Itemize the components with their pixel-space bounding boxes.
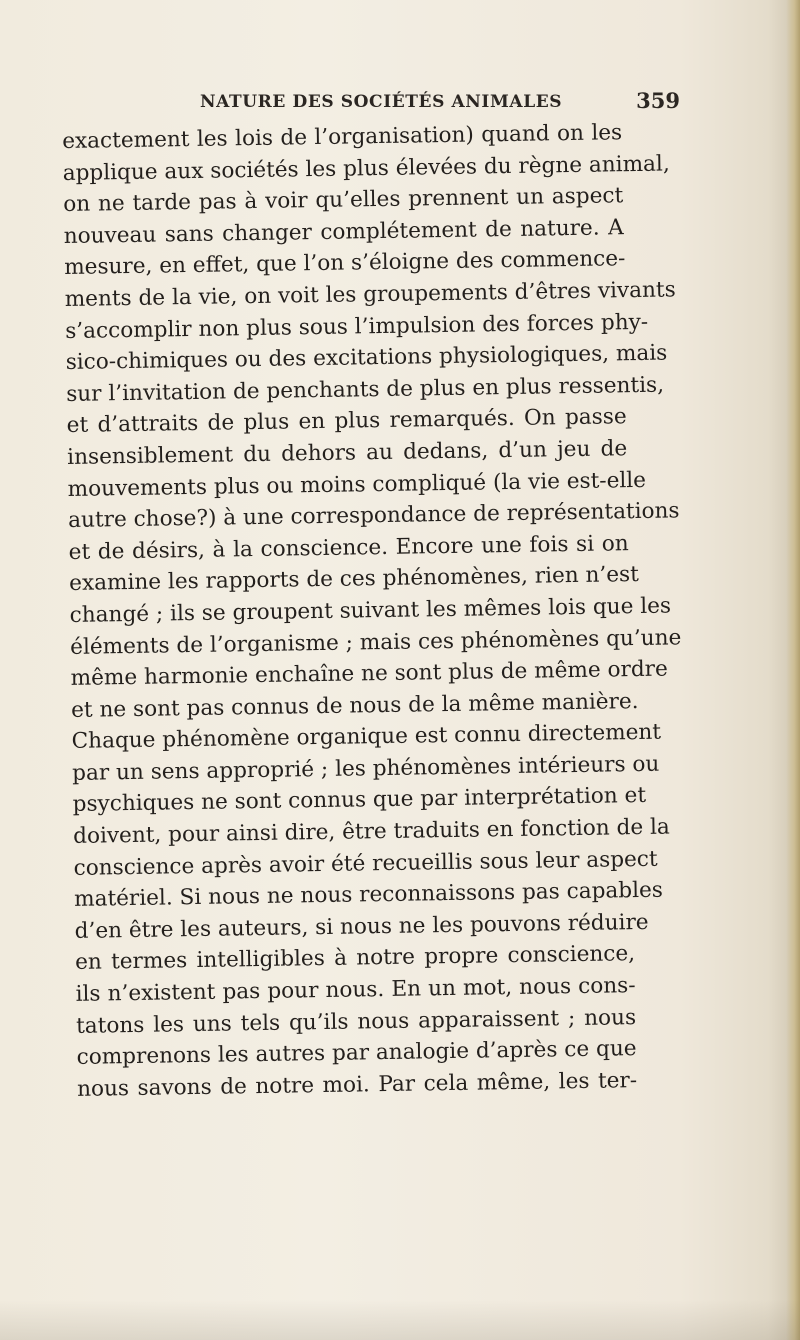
running-title: NATURE DES SOCIÉTÉS ANIMALES <box>200 92 563 112</box>
text-line: mesure, en effet, que l’on s’éloigne des commence- <box>64 246 626 281</box>
text-line: doivent, pour ainsi dire, être traduits en fonction de la <box>72 814 671 849</box>
text-line: mouvements plus ou moins compliqué (la vie est-elle <box>67 467 647 502</box>
text-line: ments de la vie, on voit les groupements d’êtres vivants <box>64 277 676 312</box>
text-line: psychiques ne sont connus que par interprétation et <box>72 783 647 818</box>
page-edge <box>786 0 800 1340</box>
text-line: comprenons les autres par analogie d’après ce que <box>76 1036 637 1071</box>
page-header <box>200 88 680 116</box>
text-line: nous savons de notre moi. Par cela même, les ter- <box>76 1067 638 1102</box>
text-line: par un sens approprié ; les phénomènes intérieurs ou <box>71 751 660 786</box>
text-line: en termes intelligibles à notre propre conscience, <box>74 941 636 976</box>
text-line: examine les rapports de ces phénomènes, rien n’est <box>68 562 640 597</box>
text-line: insensiblement du dehors au dedans, d’un jeu de <box>67 436 628 470</box>
text-line: même harmonie enchaîne ne sont plus de même ordre <box>70 656 668 692</box>
text-line: et de désirs, à la conscience. Encore une fois si on <box>68 530 629 565</box>
text-line: et ne sont pas connus de nous de la même manière. <box>70 688 639 723</box>
text-line: sico-chimiques ou des excitations physiologiques, mais <box>65 340 668 376</box>
text-line: d’en être les auteurs, si nous ne les pouvons réduire <box>74 909 649 944</box>
text-line: changé ; ils se groupent suivant les mêmes lois que les <box>69 593 672 628</box>
text-line: éléments de l’organisme ; mais ces phénomènes qu’une <box>69 624 682 660</box>
text-line: exactement les lois de l’organisation) quand on les <box>62 120 623 154</box>
text-line: nouveau sans changer complétement de nature. A <box>63 214 624 249</box>
text-line: Chaque phénomène organique est connu directement <box>71 719 662 755</box>
text-line: on ne tarde pas à voir qu’elles prennent un aspect <box>63 183 624 218</box>
text-line: et d’attraits de plus en plus remarqués. On passe <box>66 404 627 439</box>
text-line: conscience après avoir été recueillis sous leur aspect <box>73 846 658 881</box>
text-line: applique aux sociétés les plus élevées du règne animal, <box>62 151 670 186</box>
text-line: sur l’invitation de penchants de plus en plus ressentis, <box>66 372 665 407</box>
text-line: s’accomplir non plus sous l’impulsion des forces phy- <box>65 309 649 344</box>
page-bottom-shadow <box>0 1300 800 1340</box>
text-line: matériel. Si nous ne nous reconnaissons pas capables <box>73 877 664 913</box>
text-line: ils n’existent pas pour nous. En un mot, nous cons- <box>75 973 636 1007</box>
page-number: 359 <box>636 88 680 113</box>
text-line: autre chose?) à une correspondance de représentations <box>68 498 680 534</box>
text-line: tatons les uns tels qu’ils nous apparaissent ; nous <box>75 1004 637 1039</box>
body-text <box>62 117 682 1105</box>
